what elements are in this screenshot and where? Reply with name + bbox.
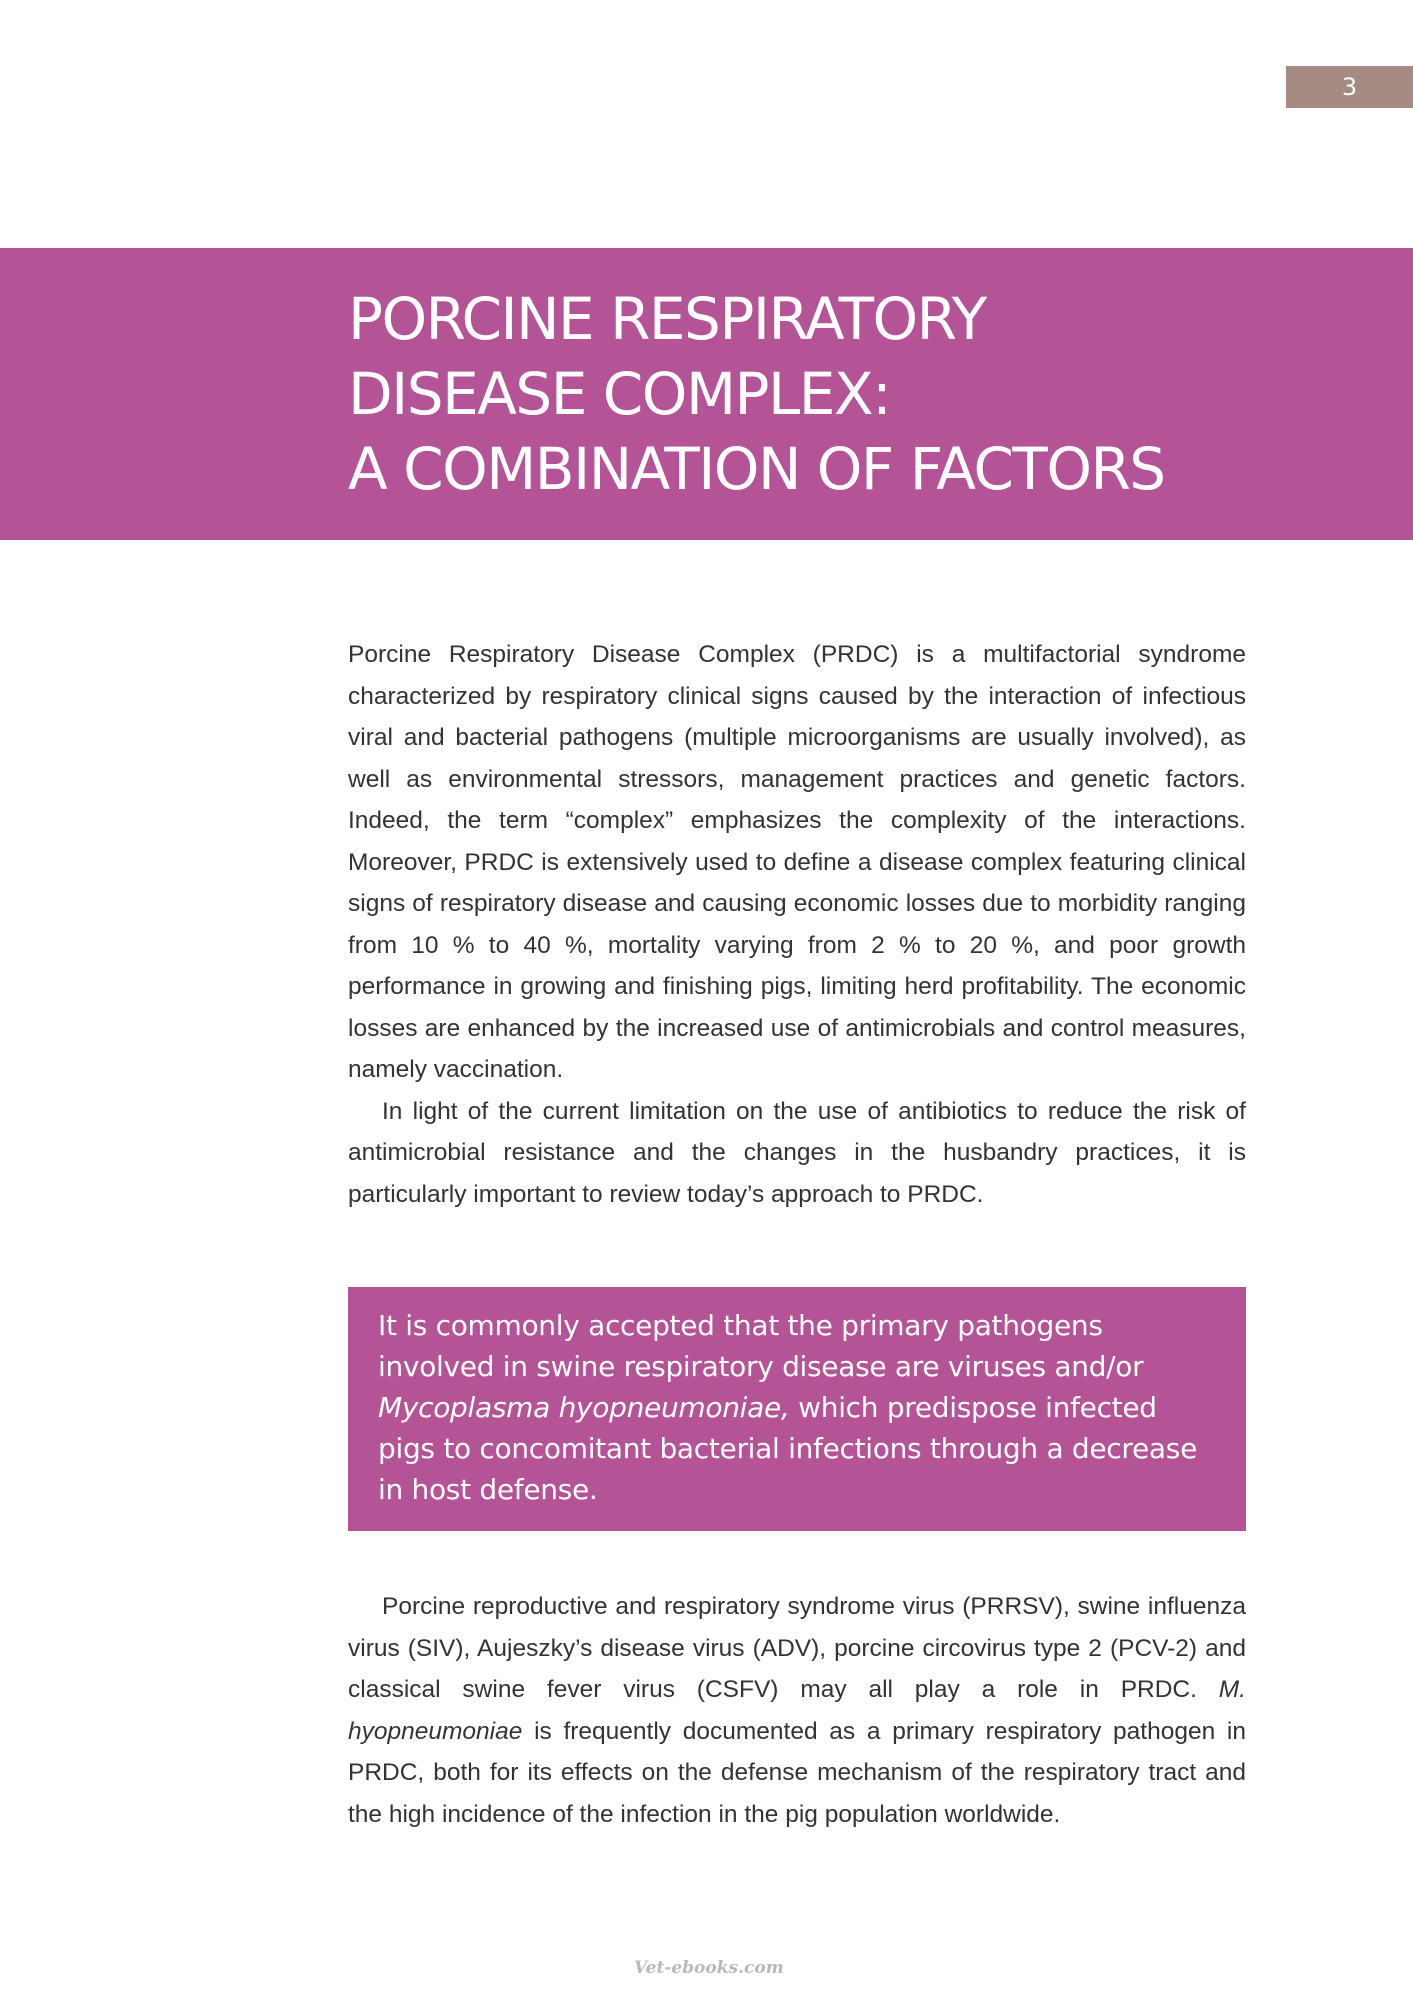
intro-paragraph-1: Porcine Respiratory Disease Complex (PRDC) is a multifactorial syndrome characterized by respiratory clinical signs caused by the interaction of infectious viral and bacterial pathogens (multiple microorganisms are usually involved), as well as environmental stressors, management practices and genetic factors. Indeed, the term “complex” emphasizes the complexity of the interactions. Moreover, PRDC is extensively used to define a disease complex featuring clinical signs of respiratory disease and causing economic losses due to morbidity ranging from 10 % to 40 %, mortality varying from 2 % to 20 %, and poor growth performance in growing and finishing pigs, limiting herd profitability. The economic losses are enhanced by the increased use of antimicrobials and control measures, namely vaccination. xyxy=(348,641,1246,1083)
chapter-title xyxy=(348,282,1348,507)
callout-text-end: which predispose infected pigs to concomitant bacterial infections through a decrease in host defense. xyxy=(378,1391,1197,1506)
pathogens-italic-species: M. hyopneumoniae xyxy=(348,1676,1246,1745)
chapter-title-line-2: DISEASE COMPLEX: xyxy=(348,360,891,428)
callout-text-start: It is commonly accepted that the primary pathogens involved in swine respiratory disease are viruses and/or xyxy=(378,1309,1144,1383)
page-number: 3 xyxy=(1286,66,1413,108)
watermark-logo xyxy=(634,1956,784,1982)
callout-text xyxy=(378,1305,1218,1510)
chapter-title-line-1: PORCINE RESPIRATORY xyxy=(348,285,986,353)
callout-italic-species: Mycoplasma hyopneumoniae, xyxy=(378,1391,790,1424)
pathogens-section xyxy=(348,1586,1246,1835)
watermark-text: Vet-ebooks.com xyxy=(634,1958,784,1978)
highlight-callout-box xyxy=(348,1287,1246,1531)
pathogens-text-end: is frequently documented as a primary respiratory pathogen in PRDC, both for its effects on the defense mechanism of the respiratory tract and the high incidence of the infection in the pig population worldwide. xyxy=(348,1717,1246,1828)
intro-paragraph-2: In light of the current limitation on the use of antibiotics to reduce the risk of antimicrobial resistance and the changes in the husbandry practices, it is particularly important to review today’s approach to PRDC. xyxy=(348,1097,1246,1208)
chapter-title-line-3: A COMBINATION OF FACTORS xyxy=(348,435,1165,503)
pathogens-text-start: Porcine reproductive and respiratory syndrome virus (PRRSV), swine influenza virus (SIV), Aujeszky’s disease virus (ADV), porcine circovirus type 2 (PCV-2) and classical swine fever virus (CSFV) may all play a role in PRDC. xyxy=(348,1593,1246,1703)
intro-section xyxy=(348,634,1246,1215)
pathogens-paragraph xyxy=(348,1586,1246,1835)
